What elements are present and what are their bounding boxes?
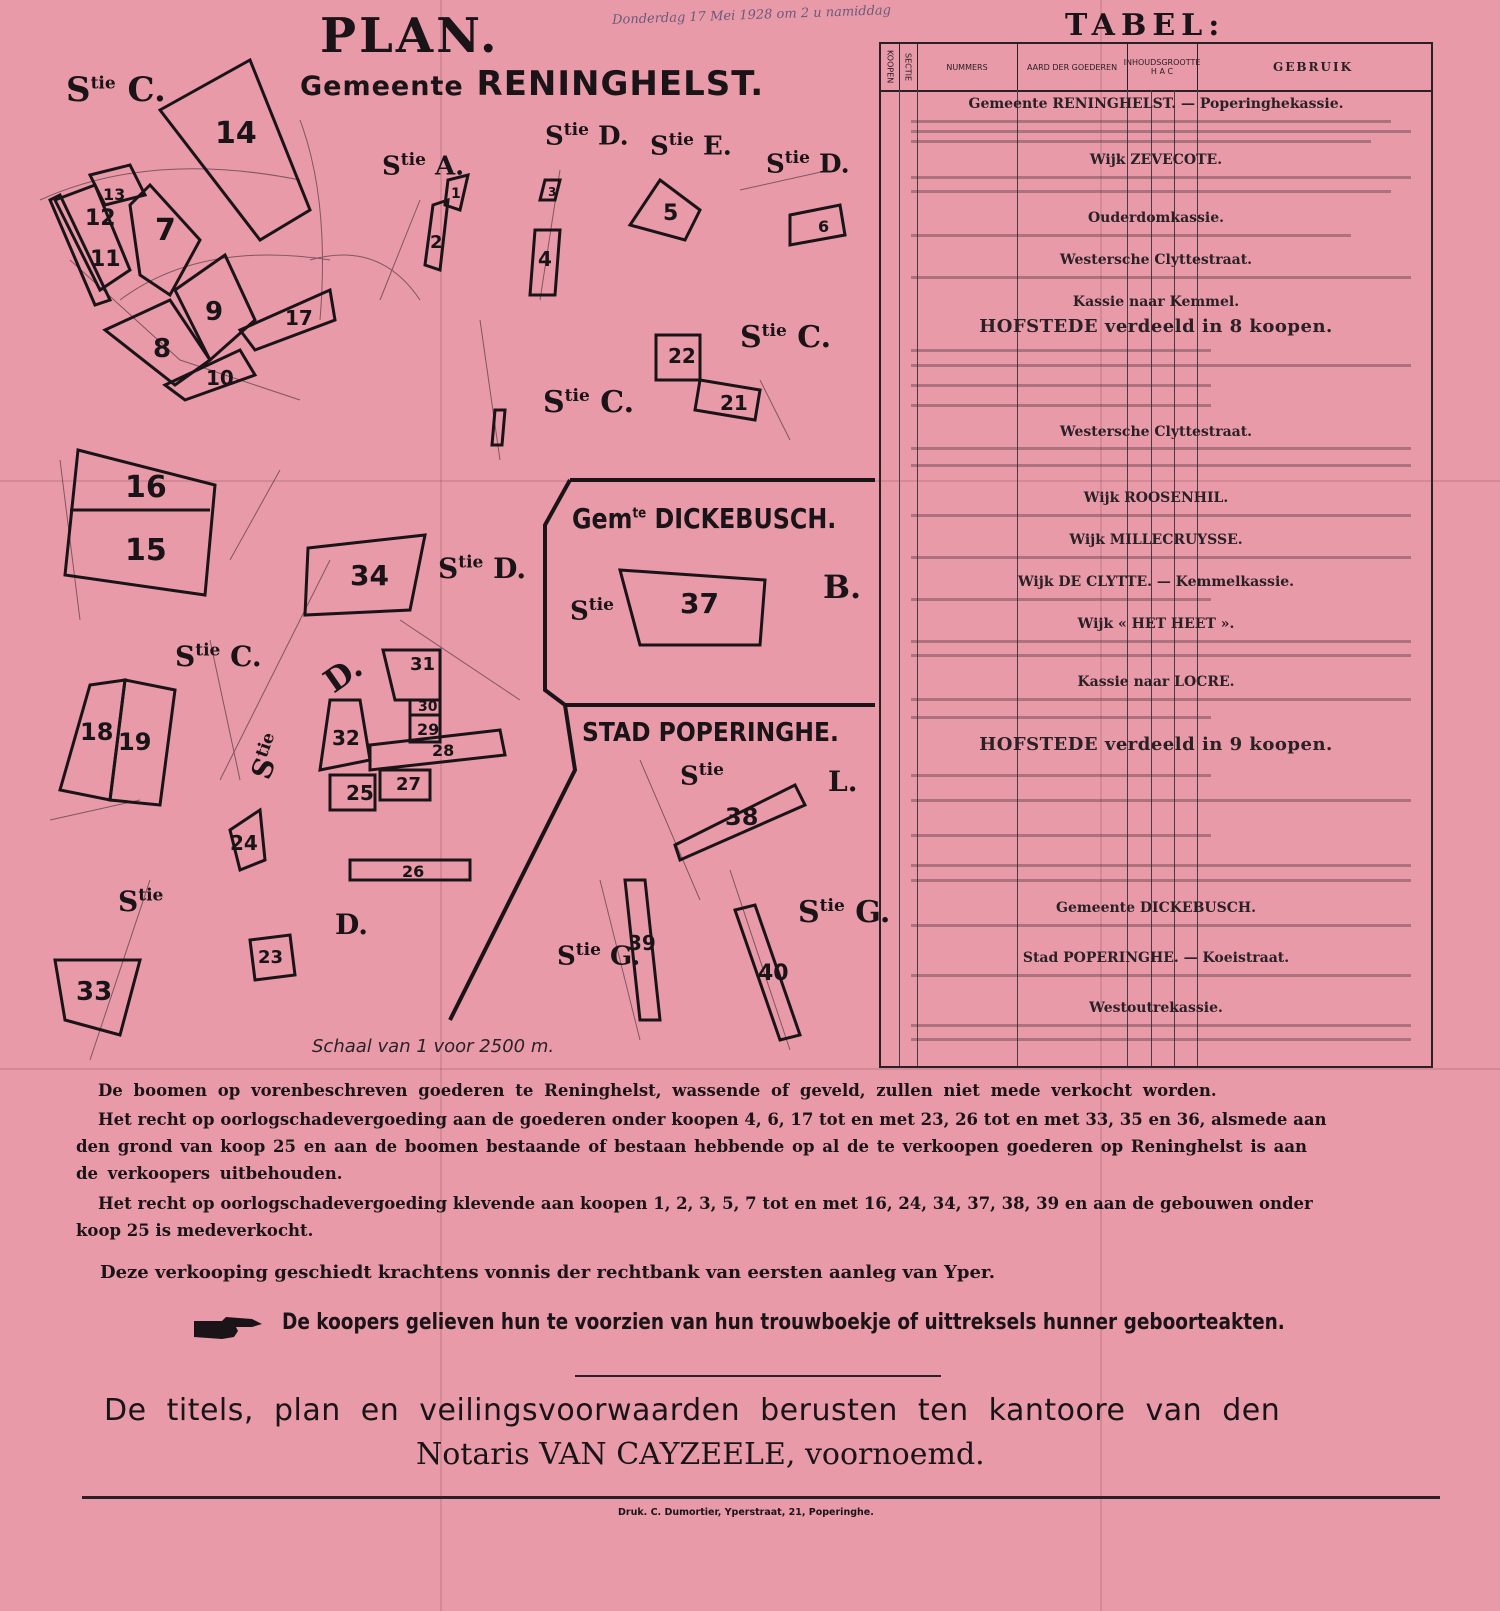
note-war-damage-sold: Het recht op oorlogschadevergoeding klevende aan koopen 1, 2, 3, 5, 7 tot en met 16, 24, 34, 37, 38, 39 en aan de gebouwen onder: [98, 1194, 1313, 1213]
parcel-label: 29: [417, 720, 440, 739]
handwritten-note: Donderdag 17 Mei 1928 om 2 u namiddag: [611, 3, 892, 28]
parcel-label: 12: [85, 206, 116, 231]
parcel-label: 6: [818, 217, 830, 236]
parcel-label: 26: [402, 862, 425, 881]
col-gebruik: GEBRUIK: [1272, 60, 1354, 74]
parcel-label: 7: [155, 213, 176, 248]
parcel-label: 11: [90, 247, 121, 272]
table-section: Stad POPERINGHE. — Koeistraat.: [1022, 950, 1290, 966]
table-section: Westersche Clyttestraat.: [1059, 424, 1253, 440]
note-trees: De boomen op vorenbeschreven goederen te Reninghelst, wassende of geveld, zullen niet mede verkocht worden.: [98, 1081, 1217, 1100]
table-section: Westoutrekassie.: [1089, 1000, 1223, 1016]
parcel-label: 10: [206, 366, 234, 390]
section-label-prefix: $S^{tie}$: [570, 595, 614, 627]
note-war-damage-reserved: Het recht op oorlogschadevergoeding aan de goederen onder koopen 4, 6, 17 tot en met 23, 26 tot en met 33, 35 en 36, alsmede aan: [98, 1110, 1327, 1129]
parcel-label: 28: [432, 741, 455, 760]
parcel-label: 19: [118, 728, 152, 756]
note-war-damage-reserved-3: de verkoopers uitbehouden.: [76, 1164, 343, 1183]
col-koopen: KOOPEN: [881, 44, 900, 90]
parcel-label: 22: [668, 344, 696, 368]
sale-table: [879, 42, 1433, 1068]
note-buyers-documents: De koopers gelieven hun te voorzien van hun trouwboekje of uittreksels hunner geboorteakten.: [282, 1310, 1285, 1335]
table-section: Kassie naar Kemmel.: [1072, 294, 1240, 310]
section-label-l: L.: [828, 765, 858, 798]
dickebusch-title: Gem$^{te}$ DICKEBUSCH.: [572, 502, 837, 535]
map-scale: Schaal van 1 voor 2500 m.: [312, 1036, 555, 1057]
parcel-label: 34: [350, 559, 389, 592]
printer-imprint: Druk. C. Dumortier, Yperstraat, 21, Poperinghe.: [618, 1507, 874, 1518]
parcel-label: 14: [215, 116, 257, 151]
table-section: HOFSTEDE verdeeld in 8 koopen.: [979, 316, 1333, 337]
parcel-label: 23: [258, 947, 284, 968]
parcel-label: 9: [205, 297, 224, 327]
section-label-d: $S^{tie}$ D.: [766, 148, 850, 180]
table-section: Wijk « HET HEET ».: [1077, 616, 1235, 632]
pointing-hand-icon: [192, 1315, 264, 1341]
poperinghe-title: STAD POPERINGHE.: [582, 718, 839, 748]
section-label-e: $S^{tie}$ E.: [650, 130, 732, 162]
parcel-label: 2: [430, 232, 443, 253]
parcel-label: 38: [725, 803, 759, 831]
divider: [575, 1375, 941, 1377]
section-label-b: B.: [823, 568, 862, 606]
parcel-label: 37: [680, 587, 719, 620]
section-label-d: $S^{tie}$ D.: [545, 120, 629, 152]
table-section: Wijk DE CLYTTE. — Kemmelkassie.: [1017, 574, 1295, 590]
parcel-label: 30: [418, 699, 438, 715]
table-section: Westersche Clyttestraat.: [1059, 252, 1253, 268]
parcel-label: 21: [720, 391, 748, 415]
parcel-label: 31: [410, 654, 436, 675]
parcel-label: 3: [548, 185, 557, 199]
section-label-c: $S^{tie}$ C.: [740, 320, 832, 355]
section-label-c: $S^{tie}$ C.: [175, 640, 262, 673]
table-section: Wijk ZEVECOTE.: [1089, 152, 1223, 168]
parcel-label: 13: [103, 185, 126, 204]
parcel-label: 40: [758, 961, 789, 986]
section-label-c: $S^{tie}$ C.: [66, 70, 166, 110]
parcel-label: 39: [628, 931, 656, 955]
parcel-label: 33: [76, 977, 113, 1007]
section-label-d: $S^{tie}$ D.: [438, 552, 527, 585]
parcel-label: 1: [451, 186, 461, 202]
note-war-damage-sold-2: koop 25 is medeverkocht.: [76, 1221, 314, 1240]
parcel-label: 5: [663, 201, 679, 226]
gemeente-prefix: Gemeente: [300, 71, 464, 102]
table-section: Gemeente RENINGHELST. — Poperinghekassie.: [968, 96, 1344, 112]
table-title: TABEL:: [1065, 8, 1226, 43]
table-header: [881, 44, 1431, 92]
note-notary: Notaris VAN CAYZEELE, voornoemd.: [416, 1437, 985, 1472]
parcel-label: 17: [285, 306, 313, 330]
divider: [82, 1496, 1440, 1499]
parcel-label: 16: [125, 470, 167, 505]
parcel-label: 32: [332, 726, 360, 750]
section-label-a: $S^{tie}$ A.: [382, 150, 465, 182]
parcel-label: 27: [396, 774, 422, 795]
table-section: Wijk MILLECRUYSSE.: [1069, 532, 1243, 548]
parcel-label: 4: [538, 247, 552, 271]
plan-title: PLAN.: [320, 8, 500, 64]
section-label-prefix: $S^{tie}$: [244, 729, 283, 784]
table-section: Wijk ROOSENHIL.: [1083, 490, 1229, 506]
parcel-label: 18: [80, 718, 114, 746]
note-court-order: Deze verkooping geschiedt krachtens vonnis der rechtbank van eersten aanleg van Yper.: [100, 1262, 996, 1283]
note-war-damage-reserved-2: den grond van koop 25 en aan de boomen bestaande of bestaan hebbende op al de te verkoopen goederen op Reninghelst is aan: [76, 1137, 1308, 1156]
table-section: Gemeente DICKEBUSCH.: [1056, 900, 1256, 916]
parcel-label: 25: [346, 781, 374, 805]
section-label-c: $S^{tie}$ C.: [543, 385, 635, 420]
table-section: Kassie naar LOCRE.: [1077, 674, 1235, 690]
table-section: Ouderdomkassie.: [1087, 210, 1225, 226]
section-label-prefix: $S^{tie}$: [680, 760, 724, 792]
section-label-g: $S^{tie}$ G.: [798, 895, 891, 930]
col-sectie: SECTIE: [899, 44, 918, 90]
note-titles-plan: De titels, plan en veilingsvoorwaarden berusten ten kantoore van den: [104, 1393, 1281, 1428]
gemeente-name: RENINGHELST.: [476, 64, 765, 104]
section-label-g: $S^{tie}$ G.: [557, 940, 641, 972]
parcel-label: 24: [230, 831, 258, 855]
section-label-d: D.: [335, 908, 369, 941]
col-grootte: INHOUDSGROOTTE H A C: [1127, 44, 1198, 90]
table-section: HOFSTEDE verdeeld in 9 koopen.: [979, 734, 1333, 755]
col-nummers: NUMMERS: [917, 44, 1018, 90]
section-label-prefix: $S^{tie}$: [118, 885, 164, 918]
parcel-label: 8: [153, 334, 172, 364]
col-aard: AARD DER GOEDEREN: [1017, 44, 1128, 90]
parcel-label: 15: [125, 533, 167, 568]
section-label-d: D.: [316, 647, 370, 701]
